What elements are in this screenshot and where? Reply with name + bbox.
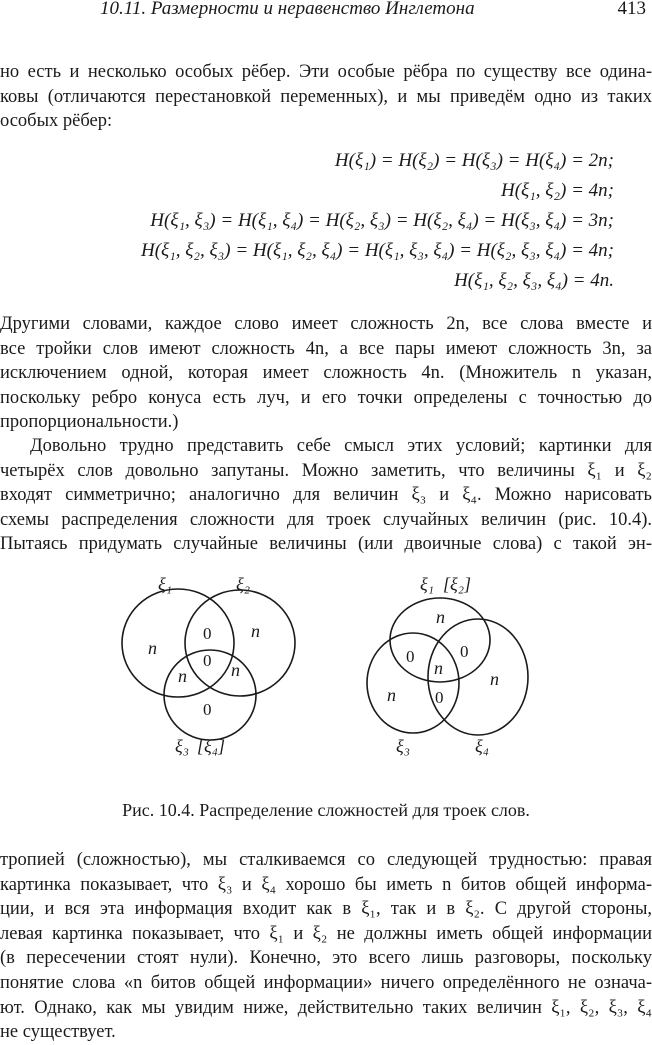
equation-line: H(ξ₁, ξ₃) = H(ξ₁, ξ₄) = H(ξ₂, ξ₃) = H(ξ₂, ξ₄) = H(ξ₃, ξ₄) = 3n; [150,210,614,231]
equation-line: H(ξ₁, ξ₂, ξ₃, ξ₄) = 4n. [454,270,614,291]
chapter-title: 10.11. Размерности и неравенство Инглетона [100,0,475,19]
text-line: понятие слова «n битов общей информации» ничего определённого не означа- [0,972,652,993]
region-xi1-xi4: 0 [460,642,469,661]
region-only-xi1: n [436,607,445,627]
text-line: все тройки слов имеют сложность 4n, а все пары имеют сложность 3n, за [0,338,652,359]
region-only-xi3: 0 [203,700,212,719]
label-xi1: ξ₁ [420,574,434,594]
text-line: тропией (сложностью), мы сталкиваемся со следующей трудностью: правая [0,850,652,870]
running-header [0,0,652,24]
text-line: левая картинка показывает, что ξ₁ и ξ₂ не должны иметь общей информации [0,923,652,944]
paragraph-conclusion [0,848,652,1045]
region-only-xi2: n [251,621,260,641]
label-xi2: ξ₂ [236,574,250,594]
figure-10-4 [0,565,652,775]
text-line: Пытаясь придумать случайные величины (или двоичные слова) с такой эн- [0,534,652,555]
equation-line: H(ξ₁) = H(ξ₂) = H(ξ₃) = H(ξ₄) = 2n; [334,150,614,171]
paragraph-intro [0,60,652,134]
label-xi3: ξ₃ [175,736,189,756]
text-line: схемы распределения сложности для троек случайных величин (рис. 10.4). [0,509,652,530]
region-only-xi1: n [148,638,157,658]
text-line: ют. Однако, как мы увидим ниже, действительно таких величин ξ₁, ξ₂, ξ₃, ξ₄ [0,997,652,1018]
text-line: исключением одной, которая имеет сложность 4n. (Множитель n указан, [0,363,652,384]
text-line: четырёх слов довольно запутаны. Можно заметить, что величины ξ₁ и ξ₂ [0,460,652,481]
paragraph-explanation [0,312,652,435]
equation-line: H(ξ₁, ξ₂) = 4n; [500,180,614,201]
text-line: пропорциональности.) [0,412,179,433]
equation-line: H(ξ₁, ξ₂, ξ₃) = H(ξ₁, ξ₂, ξ₄) = H(ξ₁, ξ₃, ξ₄) = H(ξ₂, ξ₃, ξ₄) = 4n; [140,240,614,261]
right-venn-labels [387,574,499,756]
label-xi1: ξ₁ [158,574,172,594]
paragraph-discussion [0,434,652,557]
right-venn-diagram [367,598,528,735]
text-line: особых рёбер: [0,111,113,132]
venn-circle-xi4 [428,619,528,735]
text-line: не существует. [0,1022,116,1043]
venn-circle-xi2 [185,590,295,696]
text-line: картинка показывает, что ξ₃ и ξ₄ хорошо бы иметь n битов общей информа- [0,874,652,895]
text-line: Довольно трудно представить себе смысл этих условий; картинки для [30,436,652,456]
region-only-xi3: n [387,685,396,705]
text-line: ции, и вся эта информация входит как в ξ₁, так и в ξ₂. С другой стороны, [0,899,652,920]
text-line: входят симметрично; аналогично для величин ξ₃ и ξ₄. Можно нарисовать [0,485,652,506]
figure-caption: Рис. 10.4. Распределение сложностей для троек слов. [122,800,530,820]
text-line: Другими словами, каждое слово имеет сложность 2n, все слова вместе и [0,314,652,334]
region-center: n [434,658,443,678]
region-xi3-xi4: 0 [435,688,444,707]
text-line: поскольку ребро конуса есть луч, и его точки определены с точностью до [0,387,652,408]
region-only-xi4: n [490,669,499,689]
text-line: (в пересечении стоят нули). Конечно, это всего лишь разговоры, поскольку [0,948,652,969]
region-xi1-xi3: n [178,666,187,686]
text-line: но есть и несколько особых рёбер. Эти особые рёбра по существу все одина- [0,62,652,82]
text-line: ковы (отличаются перестановкой переменных), и мы приведём одно из таких [0,86,652,107]
label-xi2-bracket: [ξ₂] [443,574,471,594]
left-venn-labels [148,574,260,756]
label-xi3: ξ₃ [396,736,410,756]
region-xi1-xi3: 0 [406,647,415,666]
label-xi4: ξ₄ [475,736,489,756]
region-xi1-xi2: 0 [203,624,212,643]
page-number: 413 [617,0,646,19]
region-center: 0 [203,651,212,670]
label-xi4-bracket: [ξ₄] [197,736,225,756]
region-xi2-xi3: n [231,660,240,680]
